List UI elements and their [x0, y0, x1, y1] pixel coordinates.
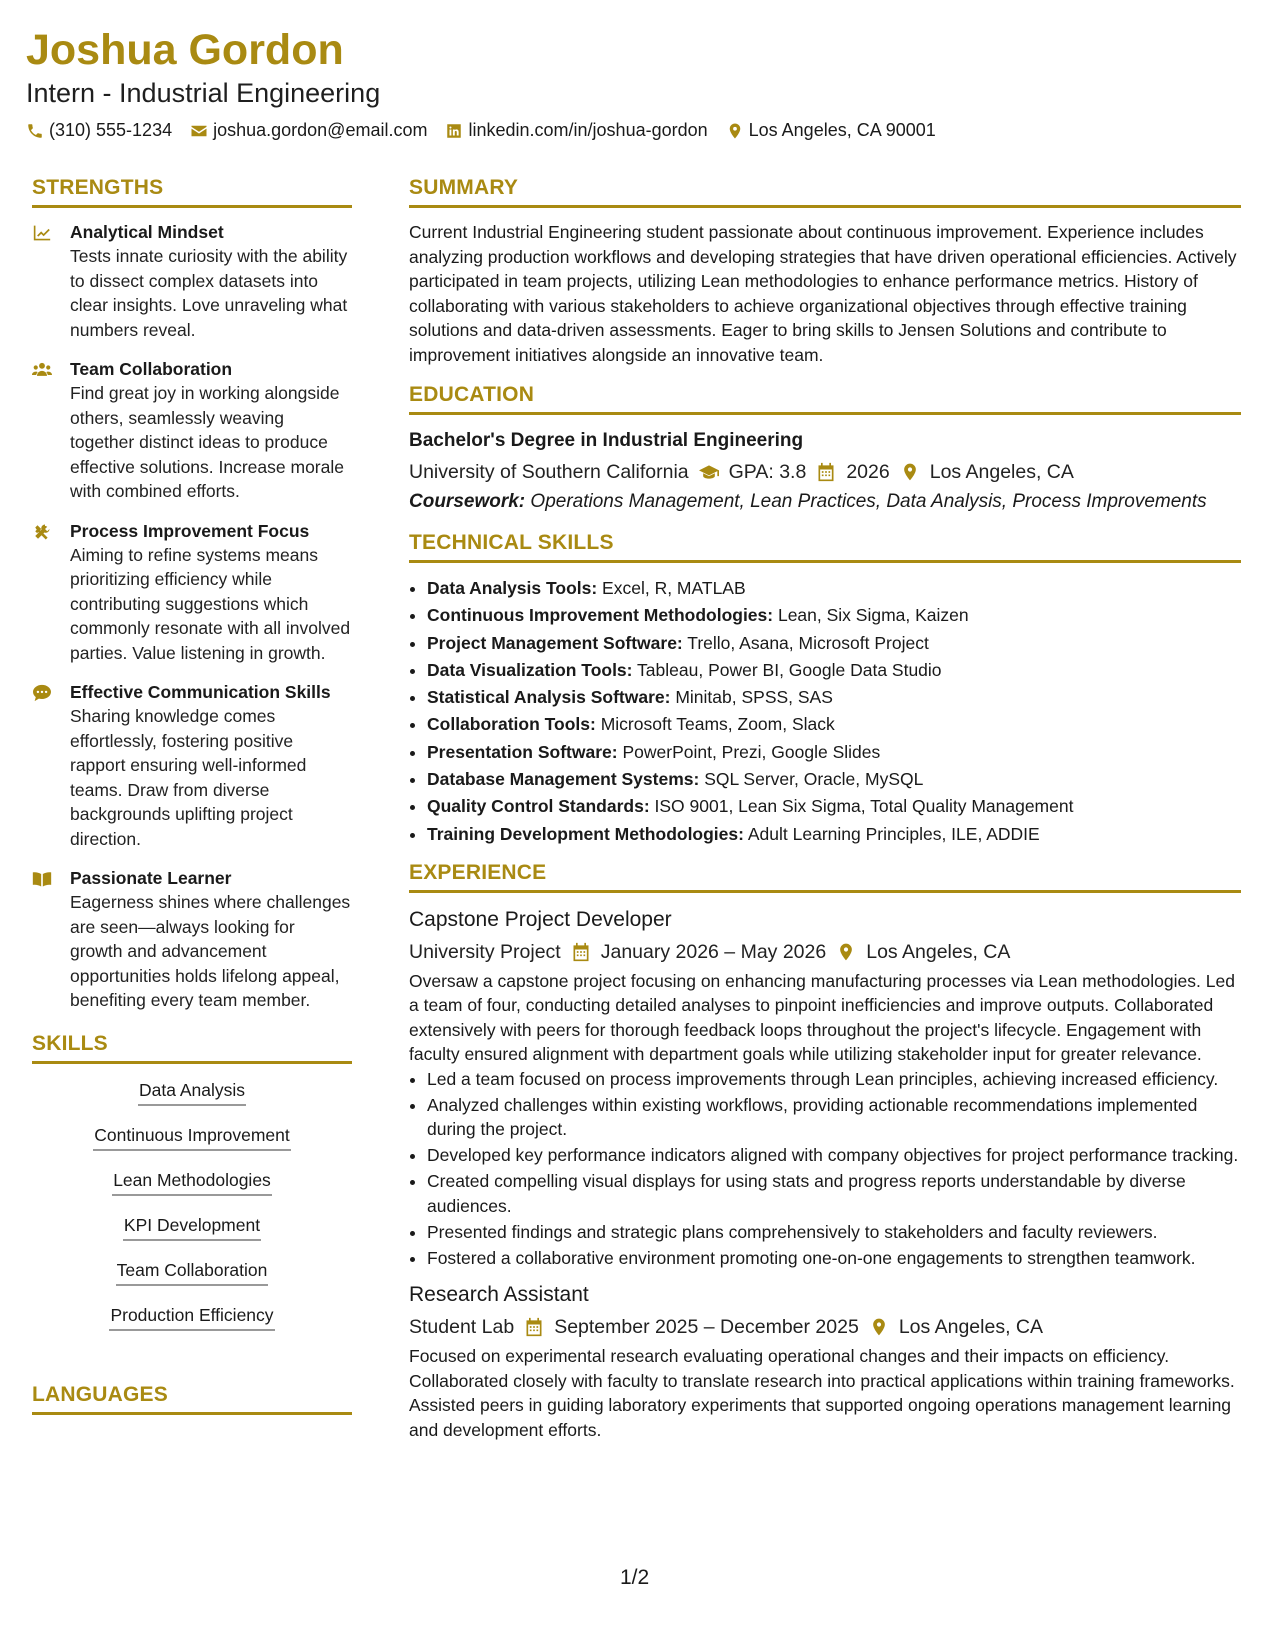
phone-text: (310) 555-1234 [49, 120, 173, 140]
graduation-cap-icon [699, 462, 719, 482]
strength-item [32, 357, 352, 504]
map-pin-icon [869, 1317, 889, 1337]
strength-title: Analytical Mindset [70, 222, 224, 242]
contact-location [726, 120, 936, 141]
year-text: 2026 [846, 461, 890, 483]
chart-line-icon [32, 224, 52, 242]
list-item: • Statistical Analysis Software: Minitab, SPSS, SAS [427, 684, 1241, 711]
contact-bar [26, 120, 1246, 141]
chat-bubble-icon [32, 684, 52, 702]
job-meta [409, 1312, 1241, 1342]
skill-chip: KPI Development [123, 1213, 261, 1241]
job-entry [409, 905, 1241, 1271]
map-pin-icon [900, 462, 920, 482]
skill-chip: Lean Methodologies [112, 1168, 272, 1196]
graduation-year [816, 457, 889, 487]
strength-item [32, 519, 352, 666]
list-item: • Data Visualization Tools: Tableau, Power BI, Google Data Studio [427, 657, 1241, 684]
contact-email[interactable] [190, 120, 427, 141]
job-location [836, 937, 1010, 967]
job-dates-text: September 2025 – December 2025 [554, 1316, 859, 1339]
job-org: Student Lab [409, 1316, 515, 1339]
email-text[interactable]: joshua.gordon@email.com [213, 120, 428, 140]
strength-item [32, 680, 352, 851]
list-item: • Data Analysis Tools: Excel, R, MATLAB [427, 575, 1241, 602]
linkedin-text[interactable]: linkedin.com/in/joshua-gordon [468, 120, 708, 140]
education-heading: EDUCATION [409, 382, 1241, 415]
job-meta [409, 937, 1241, 967]
job-title: Research Assistant [409, 1283, 589, 1307]
contact-linkedin[interactable] [445, 120, 707, 141]
summary-heading: SUMMARY [409, 175, 1241, 208]
users-icon [32, 361, 52, 379]
strength-title: Process Improvement Focus [70, 520, 310, 541]
skill-chip: Production Efficiency [109, 1303, 274, 1331]
strength-title: Passionate Learner [70, 868, 232, 888]
tools-icon [32, 523, 52, 541]
degree-title: Bachelor's Degree in Industrial Engineering [409, 430, 804, 451]
job-dates-text: January 2026 – May 2026 [600, 940, 827, 963]
resume-header [26, 24, 1246, 141]
strength-title: Effective Communication Skills [70, 682, 331, 702]
left-column [32, 175, 352, 1427]
strengths-list [32, 220, 352, 1013]
list-item: • Created compelling visual displays for using stats and progress reports understandable by diverse audiences. [427, 1169, 1241, 1218]
list-item: • Database Management Systems: SQL Server, Oracle, MySQL [427, 766, 1241, 793]
strength-item [32, 220, 352, 342]
contact-phone [26, 120, 172, 141]
coursework-label: Coursework: [409, 491, 526, 512]
candidate-name: Joshua Gordon [26, 26, 344, 74]
list-item: • Developed key performance indicators aligned with company objectives for project performance tracking. [427, 1143, 1241, 1168]
list-item: • Training Development Methodologies: Adult Learning Principles, ILE, ADDIE [427, 821, 1241, 848]
coursework [409, 489, 1241, 514]
list-item: • Presented findings and strategic plans comprehensively to stakeholders and faculty reviewers. [427, 1220, 1241, 1245]
technical-skills-heading: TECHNICAL SKILLS [409, 530, 1241, 563]
job-description: Focused on experimental research evaluating operational changes and their impacts on efficiency. Collaborated closely with faculty to translate research into practical applications within training frameworks. Assisted peers in guiding laboratory experiments that supported ongoing operations management learning and development efforts. [409, 1346, 1235, 1440]
job-org: University Project [409, 940, 561, 963]
list-item: • Analyzed challenges within existing workflows, providing actionable recommendations implemented during the project. [427, 1093, 1241, 1142]
map-pin-icon [726, 122, 744, 140]
list-item: • Quality Control Standards: ISO 9001, Lean Six Sigma, Total Quality Management [427, 793, 1241, 820]
page-number: 1/2 [620, 1566, 650, 1589]
technical-skills-list [409, 575, 1241, 848]
education-meta [409, 457, 1241, 487]
candidate-title: Intern - Industrial Engineering [26, 78, 381, 108]
job-dates [571, 937, 827, 967]
experience-heading: EXPERIENCE [409, 860, 1241, 893]
strength-text: Find great joy in working alongside others, seamlessly weaving together distinct ideas to produce effective solutions. Increase morale with combined efforts. [70, 383, 344, 501]
strength-text: Aiming to refine systems means prioritizing efficiency while contributing suggestions which commonly resonate with all involved parties. Value listening in growth. [70, 544, 351, 663]
languages-heading: LANGUAGES [32, 1382, 352, 1415]
phone-icon [26, 122, 44, 140]
strength-text: Tests innate curiosity with the ability to dissect complex datasets into clear insights. Love unraveling what numbers reveal. [70, 246, 348, 340]
skills-list [32, 1076, 352, 1348]
linkedin-icon [445, 122, 463, 140]
strength-text: Eagerness shines where challenges are seen—always looking for growth and advancement opportunities holds lifelong appeal, benefiting every team member. [70, 892, 351, 1010]
strength-item [32, 866, 352, 1013]
list-item: • Led a team focused on process improvements through Lean principles, achieving increased efficiency. [427, 1067, 1241, 1092]
strength-text: Sharing knowledge comes effortlessly, fostering positive rapport ensuring well-informed teams. Draw from diverse backgrounds uplifting project direction. [70, 706, 307, 849]
envelope-icon [190, 122, 208, 140]
job-location-text: Los Angeles, CA [866, 940, 1011, 963]
job-location-text: Los Angeles, CA [898, 1316, 1043, 1339]
calendar-icon [816, 462, 836, 482]
list-item: • Project Management Software: Trello, Asana, Microsoft Project [427, 630, 1241, 657]
book-icon [32, 870, 52, 888]
skills-heading: SKILLS [32, 1031, 352, 1064]
school-name: University of Southern California [409, 461, 689, 483]
list-item: • Presentation Software: PowerPoint, Prezi, Google Slides [427, 739, 1241, 766]
skill-chip: Data Analysis [138, 1078, 246, 1106]
job-dates [524, 1312, 859, 1342]
strengths-heading: STRENGTHS [32, 175, 352, 208]
skill-chip: Continuous Improvement [93, 1123, 291, 1151]
strength-title: Team Collaboration [70, 359, 233, 379]
list-item: • Collaboration Tools: Microsoft Teams, Zoom, Slack [427, 711, 1241, 738]
gpa [699, 457, 807, 487]
coursework-text: Operations Management, Lean Practices, Data Analysis, Process Improvements [525, 491, 1207, 512]
calendar-icon [524, 1317, 544, 1337]
location-text: Los Angeles, CA 90001 [748, 120, 936, 140]
gpa-text: GPA: 3.8 [728, 461, 807, 483]
job-title: Capstone Project Developer [409, 907, 672, 931]
summary-text: Current Industrial Engineering student passionate about continuous improvement. Experience includes analyzing production workflows and developing strategies that have driven operational efficiencies. Actively participated in team projects, utilizing Lean methodologies to enhance performance metrics. History of collaborating with various stakeholders to achieve organizational objectives through effective training solutions and data-driven assessments. Eager to bring skills to Jensen Solutions and contribute to improvement initiatives alongside an innovative team. [409, 222, 1237, 365]
job-location [869, 1312, 1043, 1342]
right-column [409, 175, 1241, 1442]
list-item: • Continuous Improvement Methodologies: Lean, Six Sigma, Kaizen [427, 602, 1241, 629]
education-location-text: Los Angeles, CA [929, 461, 1074, 483]
job-entry [409, 1280, 1241, 1442]
calendar-icon [571, 942, 591, 962]
map-pin-icon [836, 942, 856, 962]
education-location [900, 457, 1074, 487]
list-item: • Fostered a collaborative environment promoting one-on-one engagements to strengthen teamwork. [427, 1246, 1241, 1271]
job-description: Oversaw a capstone project focusing on enhancing manufacturing processes via Lean methodologies. Led a team of four, conducting detailed analyses to pinpoint inefficiencies and improve outputs. Collaborated extensively with peers for thorough feedback loops throughout the project's lifecycle. Engagement with faculty ensured alignment with department goals while utilizing stakeholder input for greater relevance. [409, 970, 1235, 1065]
job-bullets [409, 1067, 1241, 1271]
skill-chip: Team Collaboration [116, 1258, 269, 1286]
